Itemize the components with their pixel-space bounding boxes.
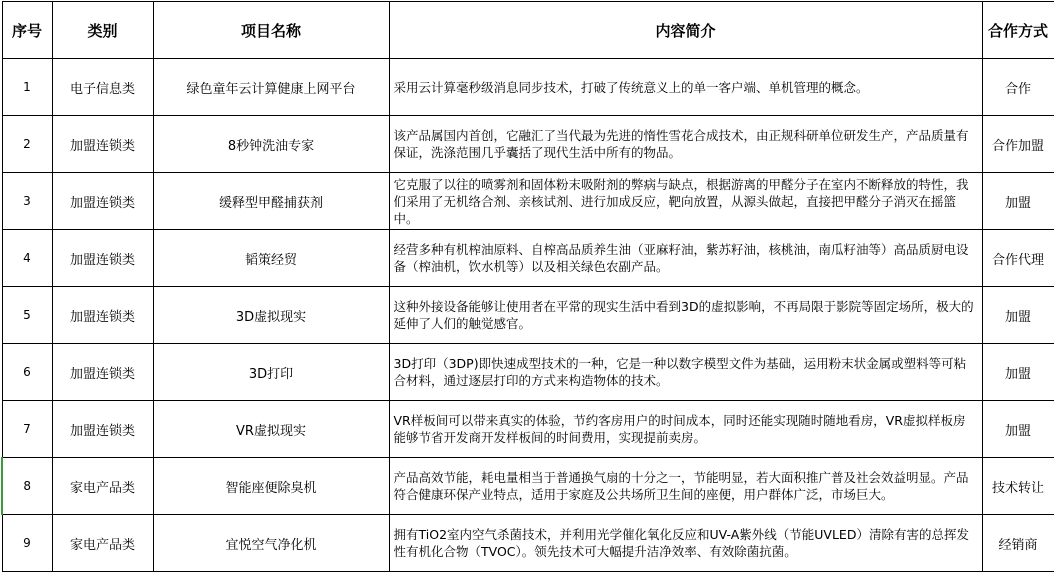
cell-cooperation-mode: 加盟 <box>982 344 1054 401</box>
header-no: 序号 <box>2 2 52 59</box>
cell-category: 家电产品类 <box>52 515 153 572</box>
cell-cooperation-mode: 合作代理 <box>982 230 1054 287</box>
cell-no: 7 <box>2 401 52 458</box>
table-row <box>2 116 1054 173</box>
header-project-name: 项目名称 <box>153 2 389 59</box>
table-row <box>2 344 1054 401</box>
cell-project-name: 3D虚拟现实 <box>153 287 389 344</box>
cell-no: 6 <box>2 344 52 401</box>
cell-description: 经营多种有机榨油原料、自榨高品质养生油（亚麻籽油，紫苏籽油，核桃油，南瓜籽油等）高品质厨电设备（榨油机，饮水机等）以及相关绿色农副产品。 <box>389 230 982 287</box>
header-row <box>2 2 1054 59</box>
cell-category: 加盟连锁类 <box>52 344 153 401</box>
cell-project-name: 韬策经贸 <box>153 230 389 287</box>
cell-description: 该产品属国内首创，它融汇了当代最为先进的惰性雪花合成技术，由正规科研单位研发生产，产品质量有保证，洗涤范围几乎囊括了现代生活中所有的物品。 <box>389 116 982 173</box>
header-cooperation-mode: 合作方式 <box>982 2 1054 59</box>
cell-description: 3D打印（3DP)即快速成型技术的一种，它是一种以数字模型文件为基础，运用粉末状金属或塑料等可粘合材料，通过逐层打印的方式来构造物体的技术。 <box>389 344 982 401</box>
cell-description: 这种外接设备能够让使用者在平常的现实生活中看到3D的虚拟影响，不再局限于影院等固定场所，极大的延伸了人们的触觉感官。 <box>389 287 982 344</box>
cell-description: 拥有TiO2室内空气杀菌技术，并利用光学催化氧化反应和UV-A紫外线（节能UVLED）清除有害的总挥发性有机化合物（TVOC）。领先技术可大幅提升洁净效率、有效除菌抗菌。 <box>389 515 982 572</box>
cell-no: 1 <box>2 59 52 116</box>
table-row <box>2 173 1054 230</box>
cell-no: 8 <box>2 458 52 515</box>
cell-project-name: 缓释型甲醛捕获剂 <box>153 173 389 230</box>
cell-no: 9 <box>2 515 52 572</box>
cell-category: 加盟连锁类 <box>52 173 153 230</box>
cell-description: 采用云计算毫秒级消息同步技术，打破了传统意义上的单一客户端、单机管理的概念。 <box>389 59 982 116</box>
cell-category: 加盟连锁类 <box>52 230 153 287</box>
cell-cooperation-mode: 加盟 <box>982 173 1054 230</box>
table-row <box>2 287 1054 344</box>
cell-no: 3 <box>2 173 52 230</box>
cell-category: 加盟连锁类 <box>52 287 153 344</box>
table-row <box>2 59 1054 116</box>
cell-cooperation-mode: 合作 <box>982 59 1054 116</box>
cell-no: 4 <box>2 230 52 287</box>
cell-category: 加盟连锁类 <box>52 401 153 458</box>
cell-project-name: 宜悦空气净化机 <box>153 515 389 572</box>
table-row <box>2 458 1054 515</box>
cell-cooperation-mode: 加盟 <box>982 287 1054 344</box>
cell-cooperation-mode: 合作加盟 <box>982 116 1054 173</box>
cell-no: 2 <box>2 116 52 173</box>
cell-cooperation-mode: 技术转让 <box>982 458 1054 515</box>
cell-project-name: 智能座便除臭机 <box>153 458 389 515</box>
cell-project-name: 绿色童年云计算健康上网平台 <box>153 59 389 116</box>
cell-description: 它克服了以往的喷雾剂和固体粉末吸附剂的弊病与缺点，根据游离的甲醛分子在室内不断释放的特性，我们采用了无机络合剂、亲核试剂、进行加成反应，靶向放置，从源头做起，直接把甲醛分子消灭在摇篮中。 <box>389 173 982 230</box>
cell-cooperation-mode: 加盟 <box>982 401 1054 458</box>
cell-project-name: 3D打印 <box>153 344 389 401</box>
cell-category: 家电产品类 <box>52 458 153 515</box>
table-row <box>2 515 1054 572</box>
cell-description: 产品高效节能，耗电量相当于普通换气扇的十分之一，节能明显，若大面积推广普及社会效益明显。产品符合健康环保产业特点，适用于家庭及公共场所卫生间的座便，用户群体广泛，市场巨大。 <box>389 458 982 515</box>
project-table <box>1 1 1054 572</box>
header-category: 类别 <box>52 2 153 59</box>
cell-description: VR样板间可以带来真实的体验，节约客房用户的时间成本，同时还能实现随时随地看房，VR虚拟样板房能够节省开发商开发样板间的时间费用，实现提前卖房。 <box>389 401 982 458</box>
cell-project-name: VR虚拟现实 <box>153 401 389 458</box>
cell-category: 电子信息类 <box>52 59 153 116</box>
table-row <box>2 230 1054 287</box>
cell-cooperation-mode: 经销商 <box>982 515 1054 572</box>
table-row <box>2 401 1054 458</box>
cell-no: 5 <box>2 287 52 344</box>
header-description: 内容简介 <box>389 2 982 59</box>
cell-category: 加盟连锁类 <box>52 116 153 173</box>
cell-project-name: 8秒钟洗油专家 <box>153 116 389 173</box>
